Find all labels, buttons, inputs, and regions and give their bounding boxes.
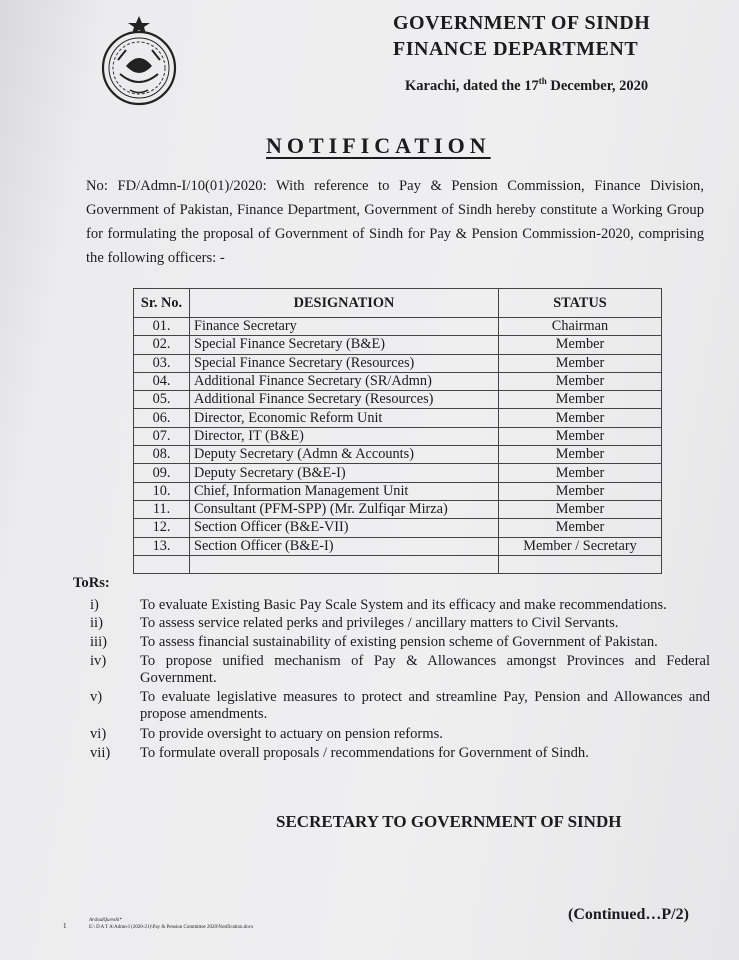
- table-row-empty: [134, 555, 662, 573]
- sr-no: 07.: [134, 427, 190, 445]
- status: Member: [499, 482, 662, 500]
- government-of-sindh-seal-icon: [96, 16, 182, 108]
- sr-no: 02.: [134, 336, 190, 354]
- designation: Consultant (PFM-SPP) (Mr. Zulfiqar Mirza): [190, 500, 499, 518]
- status: Member: [499, 500, 662, 518]
- designation: Section Officer (B&E-VII): [190, 519, 499, 537]
- table-header-row: [134, 289, 662, 318]
- status: Member: [499, 427, 662, 445]
- status: [499, 555, 662, 573]
- sr-no: 09.: [134, 464, 190, 482]
- sr-no: 08.: [134, 446, 190, 464]
- tor-text: To evaluate Existing Basic Pay Scale System and its efficacy and make recommendations.: [140, 597, 667, 613]
- table-row: [134, 537, 662, 555]
- header-designation: DESIGNATION: [190, 289, 499, 318]
- sr-no: 12.: [134, 519, 190, 537]
- table-row: [134, 446, 662, 464]
- table-row: [134, 409, 662, 427]
- tor-number: vi): [90, 726, 107, 742]
- status: Member: [499, 464, 662, 482]
- footer-file-path: E:\ D A T A\Admn-I (2020-21)\Pay & Pension Committee 2020\Notification.docx: [89, 925, 254, 930]
- designation: Section Officer (B&E-I): [190, 537, 499, 555]
- header-sr-no: Sr. No.: [134, 289, 190, 318]
- tor-text: To propose unified mechanism of Pay & Allowances amongst Provinces and Federal Government.: [140, 653, 710, 686]
- table-row: [134, 482, 662, 500]
- dated-sup: th: [538, 76, 547, 86]
- status: Member: [499, 409, 662, 427]
- designation: Special Finance Secretary (B&E): [190, 336, 499, 354]
- designation: Additional Finance Secretary (Resources): [190, 391, 499, 409]
- designation: Director, Economic Reform Unit: [190, 409, 499, 427]
- tor-text: To provide oversight to actuary on pension reforms.: [140, 726, 443, 742]
- tor-number: iv): [90, 653, 107, 669]
- tor-number: i): [90, 597, 99, 613]
- designation: [190, 555, 499, 573]
- sr-no: 13.: [134, 537, 190, 555]
- designation: Director, IT (B&E): [190, 427, 499, 445]
- table-row: [134, 336, 662, 354]
- table-row: [134, 500, 662, 518]
- tor-number: vii): [90, 745, 111, 761]
- dated-suffix: December, 2020: [546, 77, 649, 94]
- dated-prefix: Karachi, dated the 17: [405, 77, 539, 94]
- sr-no: 04.: [134, 372, 190, 390]
- designation: Chief, Information Management Unit: [190, 482, 499, 500]
- officers-table: [133, 288, 662, 574]
- header-finance-department: FINANCE DEPARTMENT: [393, 38, 639, 60]
- tor-text: To formulate overall proposals / recommendations for Government of Sindh.: [140, 745, 589, 761]
- notification-paragraph: No: FD/Admn-I/10(01)/2020: With reference to Pay & Pension Commission, Finance Division, Government of Pakistan, Finance Department, Government of Sindh hereby constitute a Working Group for formulating the proposal of Government of Sindh for Pay & Pension Commission-2020, comprising the following officers: -: [86, 178, 704, 266]
- tor-text: To evaluate legislative measures to protect and streamline Pay, Pension and Allowances and propose amendments.: [140, 689, 710, 722]
- continued-note: (Continued…P/2): [568, 906, 689, 923]
- sr-no: 01.: [134, 318, 190, 336]
- tor-number: ii): [90, 615, 103, 631]
- designation: Additional Finance Secretary (SR/Admn): [190, 372, 499, 390]
- tor-number: v): [90, 689, 103, 705]
- designation: Deputy Secretary (B&E-I): [190, 464, 499, 482]
- notification-title: NOTIFICATION: [266, 133, 491, 158]
- signature-designation: SECRETARY TO GOVERNMENT OF SINDH: [276, 812, 622, 831]
- table-row: [134, 519, 662, 537]
- table-row: [134, 354, 662, 372]
- tors-heading: ToRs:: [73, 575, 110, 591]
- status: Member: [499, 372, 662, 390]
- table-row: [134, 318, 662, 336]
- sr-no: 03.: [134, 354, 190, 372]
- status: Member: [499, 354, 662, 372]
- tor-number: iii): [90, 634, 108, 650]
- footer-initials: ArshadQureshi*: [89, 918, 122, 923]
- tor-text: To assess service related perks and privileges / ancillary matters to Civil Servants.: [140, 615, 619, 631]
- table-row: [134, 464, 662, 482]
- status: Member: [499, 446, 662, 464]
- sr-no: 10.: [134, 482, 190, 500]
- designation: Special Finance Secretary (Resources): [190, 354, 499, 372]
- header-government-of-sindh: GOVERNMENT OF SINDH: [393, 12, 651, 34]
- sr-no: 05.: [134, 391, 190, 409]
- designation: Deputy Secretary (Admn & Accounts): [190, 446, 499, 464]
- status: Chairman: [499, 318, 662, 336]
- tor-text: To assess financial sustainability of existing pension scheme of Government of Pakistan.: [140, 634, 658, 650]
- footer-page-mark: 1: [63, 922, 67, 930]
- sr-no: 11.: [134, 500, 190, 518]
- table-row: [134, 391, 662, 409]
- dated-line: [405, 76, 648, 95]
- table-row: [134, 372, 662, 390]
- header-status: STATUS: [499, 289, 662, 318]
- status: Member / Secretary: [499, 537, 662, 555]
- status: Member: [499, 519, 662, 537]
- sr-no: 06.: [134, 409, 190, 427]
- status: Member: [499, 391, 662, 409]
- table-row: [134, 427, 662, 445]
- designation: Finance Secretary: [190, 318, 499, 336]
- sr-no: [134, 555, 190, 573]
- status: Member: [499, 336, 662, 354]
